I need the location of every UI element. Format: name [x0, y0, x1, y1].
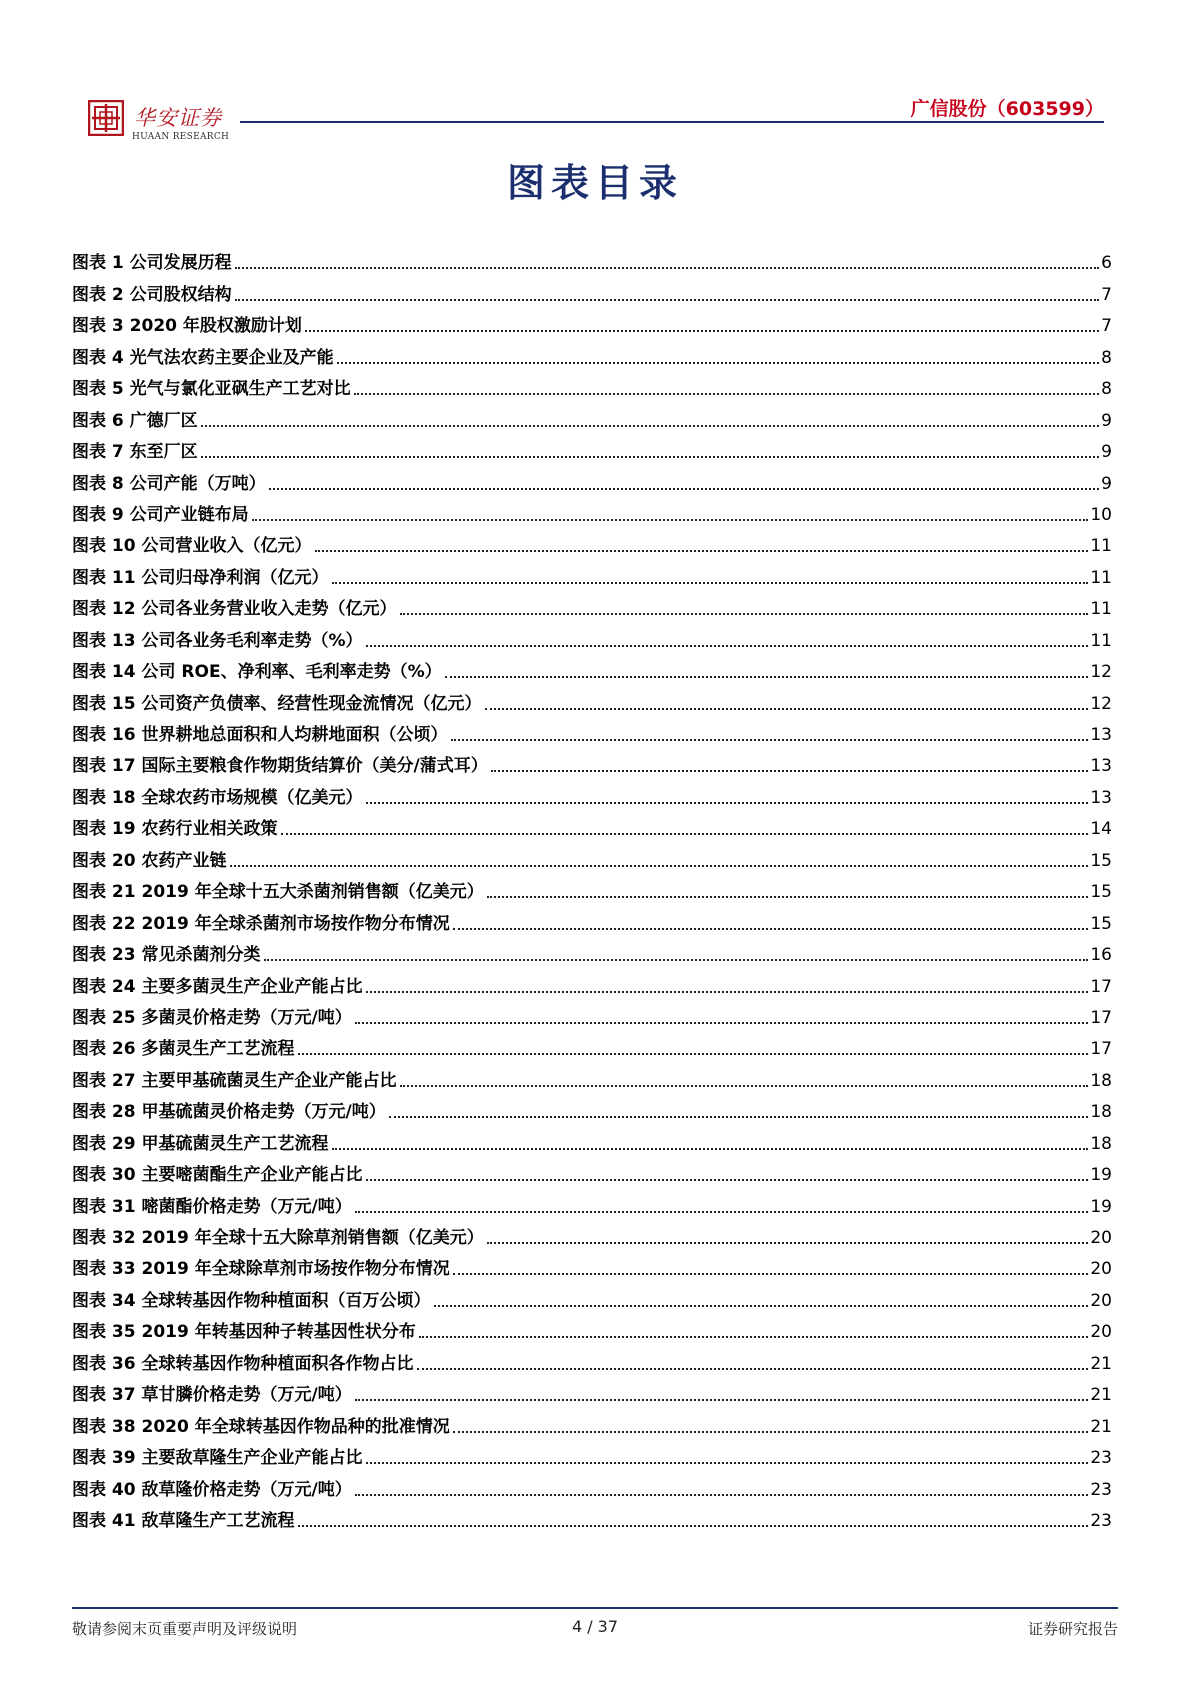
toc-entry[interactable] [72, 463, 1112, 494]
toc-entry[interactable] [72, 1218, 1112, 1249]
toc-entry-label: 图表 36 全球转基因作物种植面积各作物占比 [72, 1353, 414, 1374]
toc-dot-leader [453, 1273, 1089, 1275]
toc-entry-page: 23 [1090, 1448, 1112, 1469]
toc-entry-page: 18 [1090, 1133, 1112, 1154]
toc-entry-page: 19 [1090, 1196, 1112, 1217]
toc-entry-label: 图表 9 公司产业链布局 [72, 504, 249, 525]
toc-entry-label: 图表 33 2019 年全球除草剂市场按作物分布情况 [72, 1259, 450, 1280]
logo-emblem-icon [88, 100, 124, 136]
toc-dot-leader [453, 1431, 1089, 1433]
toc-dot-leader [332, 1148, 1089, 1150]
toc-entry[interactable] [72, 1438, 1112, 1469]
toc-entry[interactable] [72, 903, 1112, 934]
toc-dot-leader [366, 1462, 1089, 1464]
toc-entry-page: 9 [1101, 410, 1112, 431]
toc-entry-page: 23 [1090, 1510, 1112, 1531]
toc-entry-page: 12 [1090, 693, 1112, 714]
toc-entry[interactable] [72, 432, 1112, 463]
toc-entry-page: 8 [1101, 347, 1112, 368]
toc-entry-label: 图表 19 农药行业相关政策 [72, 819, 278, 840]
toc-entry-label: 图表 12 公司各业务营业收入走势（亿元） [72, 599, 397, 620]
toc-entry[interactable] [72, 715, 1112, 746]
toc-entry-label: 图表 7 东至厂区 [72, 442, 198, 463]
toc-entry-page: 23 [1090, 1479, 1112, 1500]
toc-dot-leader [400, 1085, 1089, 1087]
toc-entry-label: 图表 41 敌草隆生产工艺流程 [72, 1510, 295, 1531]
toc-entry[interactable] [72, 777, 1112, 808]
toc-entry[interactable] [72, 1501, 1112, 1532]
toc-entry[interactable] [72, 243, 1112, 274]
toc-entry-page: 19 [1090, 1165, 1112, 1186]
toc-entry[interactable] [72, 589, 1112, 620]
figure-table-of-contents [72, 243, 1112, 1532]
toc-entry[interactable] [72, 966, 1112, 997]
footer-disclaimer: 敬请参阅末页重要声明及评级说明 [72, 1620, 298, 1638]
toc-entry[interactable] [72, 935, 1112, 966]
toc-dot-leader [355, 1399, 1089, 1401]
toc-entry-label: 图表 29 甲基硫菌灵生产工艺流程 [72, 1133, 329, 1154]
toc-dot-leader [355, 1211, 1089, 1213]
header-divider [240, 121, 1104, 123]
toc-entry-page: 11 [1090, 536, 1112, 557]
toc-entry-label: 图表 2 公司股权结构 [72, 284, 232, 305]
logo-text-cn: 华安证券 [134, 106, 222, 130]
toc-dot-leader [491, 770, 1089, 772]
toc-entry[interactable] [72, 809, 1112, 840]
toc-entry-label: 图表 13 公司各业务毛利率走势（%） [72, 630, 363, 651]
toc-entry-label: 图表 5 光气与氯化亚砜生产工艺对比 [72, 379, 351, 400]
page-title: 图表目录 [506, 160, 683, 205]
toc-entry-page: 17 [1090, 1007, 1112, 1028]
toc-entry-page: 18 [1090, 1102, 1112, 1123]
company-name: 广信股份（603599） [910, 98, 1104, 120]
toc-entry[interactable] [72, 1060, 1112, 1091]
toc-dot-leader [332, 582, 1089, 584]
toc-dot-leader [453, 928, 1089, 930]
toc-dot-leader [419, 1336, 1089, 1338]
toc-entry[interactable] [72, 1092, 1112, 1123]
toc-entry-page: 13 [1090, 725, 1112, 745]
toc-dot-leader [201, 456, 1100, 458]
toc-entry[interactable] [72, 1406, 1112, 1437]
toc-entry-page: 21 [1090, 1385, 1112, 1406]
toc-entry-page: 17 [1090, 976, 1112, 997]
toc-entry[interactable] [72, 1469, 1112, 1500]
toc-entry-page: 20 [1090, 1228, 1112, 1248]
toc-dot-leader [235, 299, 1100, 301]
toc-entry[interactable] [72, 369, 1112, 400]
toc-entry-page: 13 [1090, 756, 1112, 777]
toc-entry-label: 图表 21 2019 年全球十五大杀菌剂销售额（亿美元） [72, 882, 484, 903]
toc-dot-leader [400, 613, 1089, 615]
toc-entry[interactable] [72, 1249, 1112, 1280]
huaan-logo [88, 96, 228, 146]
toc-dot-leader [366, 645, 1089, 647]
toc-entry[interactable] [72, 1375, 1112, 1406]
footer-report-type: 证券研究报告 [1027, 1620, 1118, 1638]
toc-dot-leader [230, 865, 1089, 867]
toc-entry-page: 13 [1090, 787, 1112, 808]
toc-dot-leader [485, 708, 1089, 710]
toc-dot-leader [366, 991, 1089, 993]
toc-dot-leader [417, 1368, 1089, 1370]
toc-entry[interactable] [72, 1123, 1112, 1154]
toc-entry-label: 图表 16 世界耕地总面积和人均耕地面积（公顷） [72, 725, 448, 745]
toc-entry-label: 图表 22 2019 年全球杀菌剂市场按作物分布情况 [72, 913, 450, 934]
toc-dot-leader [264, 959, 1089, 961]
toc-entry-page: 7 [1101, 284, 1112, 305]
toc-entry-page: 15 [1090, 913, 1112, 934]
toc-dot-leader [366, 802, 1089, 804]
toc-dot-leader [354, 393, 1100, 395]
toc-entry-label: 图表 14 公司 ROE、净利率、毛利率走势（%） [72, 662, 442, 683]
toc-entry[interactable] [72, 1312, 1112, 1343]
toc-entry[interactable] [72, 557, 1112, 588]
toc-entry[interactable] [72, 526, 1112, 557]
toc-entry-label: 图表 18 全球农药市场规模（亿美元） [72, 787, 363, 808]
toc-entry-label: 图表 11 公司归母净利润（亿元） [72, 567, 329, 588]
toc-dot-leader [305, 330, 1099, 332]
toc-entry-page: 6 [1101, 253, 1112, 274]
toc-dot-leader [445, 676, 1089, 678]
toc-entry-page: 11 [1090, 630, 1112, 651]
toc-entry-label: 图表 4 光气法农药主要企业及产能 [72, 347, 334, 368]
toc-entry-page: 16 [1090, 945, 1112, 966]
toc-dot-leader [201, 425, 1100, 427]
toc-entry-page: 17 [1090, 1039, 1112, 1060]
toc-dot-leader [487, 1242, 1089, 1244]
toc-dot-leader [252, 519, 1089, 521]
toc-entry-label: 图表 24 主要多菌灵生产企业产能占比 [72, 976, 363, 997]
toc-entry[interactable] [72, 306, 1112, 337]
toc-entry[interactable] [72, 1186, 1112, 1217]
toc-dot-leader [315, 550, 1089, 552]
toc-entry-page: 18 [1090, 1070, 1112, 1091]
toc-entry-page: 14 [1090, 819, 1112, 840]
toc-entry-label: 图表 28 甲基硫菌灵价格走势（万元/吨） [72, 1102, 386, 1123]
toc-entry[interactable] [72, 620, 1112, 651]
toc-dot-leader [389, 1116, 1089, 1118]
toc-entry[interactable] [72, 872, 1112, 903]
toc-entry-label: 图表 40 敌草隆价格走势（万元/吨） [72, 1479, 352, 1500]
toc-entry-label: 图表 31 嘧菌酯价格走势（万元/吨） [72, 1196, 352, 1217]
toc-entry-label: 图表 1 公司发展历程 [72, 253, 232, 274]
toc-entry-label: 图表 35 2019 年转基因种子转基因性状分布 [72, 1322, 416, 1343]
toc-entry-label: 图表 37 草甘膦价格走势（万元/吨） [72, 1385, 352, 1406]
toc-entry-label: 图表 34 全球转基因作物种植面积（百万公顷） [72, 1290, 431, 1311]
toc-entry-label: 图表 26 多菌灵生产工艺流程 [72, 1039, 295, 1060]
toc-entry[interactable] [72, 1343, 1112, 1374]
toc-entry-page: 21 [1090, 1416, 1112, 1437]
toc-entry-label: 图表 10 公司营业收入（亿元） [72, 536, 312, 557]
toc-entry-page: 11 [1090, 567, 1112, 588]
toc-entry-page: 20 [1090, 1322, 1112, 1343]
toc-entry[interactable] [72, 495, 1112, 526]
toc-entry[interactable] [72, 337, 1112, 368]
toc-entry-page: 11 [1090, 599, 1112, 620]
toc-dot-leader [337, 362, 1100, 364]
toc-entry-page: 15 [1090, 882, 1112, 903]
toc-dot-leader [366, 1179, 1089, 1181]
toc-dot-leader [451, 739, 1089, 741]
toc-dot-leader [269, 488, 1100, 490]
toc-entry-page: 10 [1090, 504, 1112, 525]
logo-text-en: HUAAN RESEARCH [132, 132, 230, 142]
toc-entry-label: 图表 25 多菌灵价格走势（万元/吨） [72, 1007, 352, 1028]
toc-entry-label: 图表 27 主要甲基硫菌灵生产企业产能占比 [72, 1070, 397, 1091]
toc-entry[interactable] [72, 746, 1112, 777]
toc-entry[interactable] [72, 652, 1112, 683]
toc-entry-label: 图表 6 广德厂区 [72, 410, 198, 431]
toc-entry[interactable] [72, 1280, 1112, 1311]
toc-dot-leader [487, 896, 1089, 898]
toc-entry-label: 图表 39 主要敌草隆生产企业产能占比 [72, 1448, 363, 1469]
toc-entry-label: 图表 8 公司产能（万吨） [72, 473, 266, 494]
toc-entry-page: 12 [1090, 662, 1112, 683]
toc-dot-leader [298, 1525, 1089, 1527]
toc-dot-leader [355, 1022, 1089, 1024]
toc-entry[interactable] [72, 1155, 1112, 1186]
footer-divider [72, 1607, 1118, 1609]
toc-dot-leader [355, 1494, 1089, 1496]
toc-entry-label: 图表 38 2020 年全球转基因作物品种的批准情况 [72, 1416, 450, 1437]
toc-entry-label: 图表 23 常见杀菌剂分类 [72, 945, 261, 966]
toc-entry-page: 9 [1101, 442, 1112, 463]
toc-entry-page: 15 [1090, 850, 1112, 871]
toc-entry-label: 图表 20 农药产业链 [72, 850, 227, 871]
toc-entry-label: 图表 32 2019 年全球十五大除草剂销售额（亿美元） [72, 1228, 484, 1248]
toc-entry-label: 图表 17 国际主要粮食作物期货结算价（美分/蒲式耳） [72, 756, 488, 777]
toc-dot-leader [281, 833, 1089, 835]
toc-entry[interactable] [72, 998, 1112, 1029]
toc-dot-leader [434, 1305, 1089, 1307]
toc-entry-page: 20 [1090, 1259, 1112, 1280]
toc-entry-page: 7 [1101, 316, 1112, 337]
toc-entry[interactable] [72, 400, 1112, 431]
toc-entry-label: 图表 15 公司资产负债率、经营性现金流情况（亿元） [72, 693, 482, 714]
toc-entry[interactable] [72, 683, 1112, 714]
toc-entry[interactable] [72, 1029, 1112, 1060]
toc-entry-label: 图表 3 2020 年股权激励计划 [72, 316, 302, 337]
toc-entry-label: 图表 30 主要嘧菌酯生产企业产能占比 [72, 1165, 363, 1186]
toc-entry-page: 21 [1090, 1353, 1112, 1374]
toc-dot-leader [298, 1053, 1089, 1055]
toc-entry-page: 9 [1101, 473, 1112, 494]
toc-entry[interactable] [72, 274, 1112, 305]
toc-entry[interactable] [72, 840, 1112, 871]
toc-entry-page: 20 [1090, 1290, 1112, 1311]
toc-dot-leader [235, 267, 1100, 269]
page-number: 4 / 37 [571, 1617, 619, 1636]
toc-entry-page: 8 [1101, 379, 1112, 400]
